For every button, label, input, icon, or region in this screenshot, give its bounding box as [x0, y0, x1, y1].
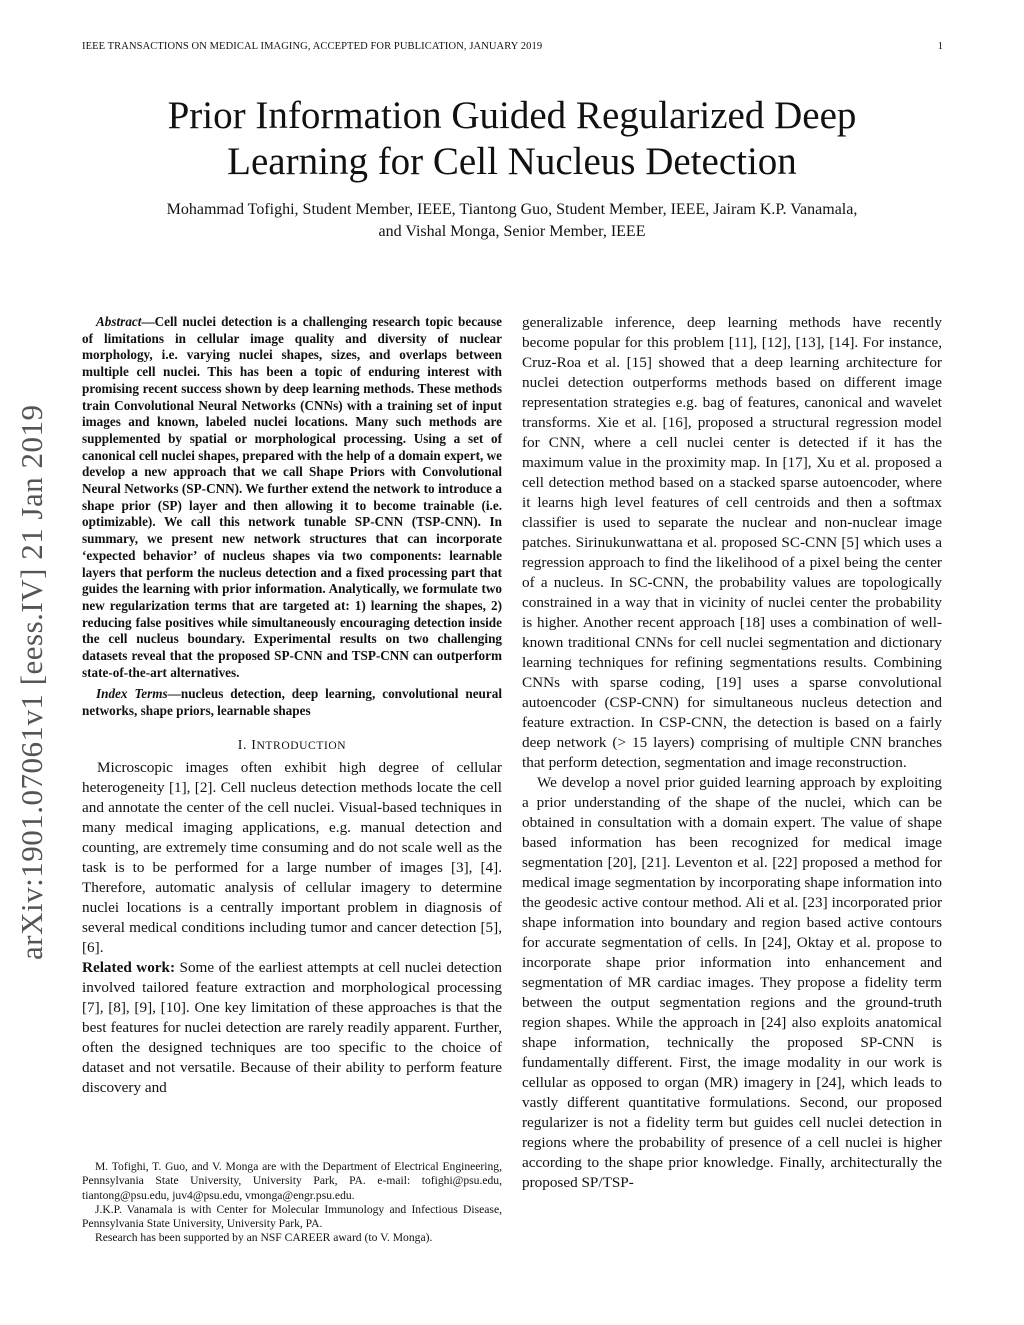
authors-line-2: and Vishal Monga, Senior Member, IEEE	[378, 223, 646, 240]
paper-title	[0, 93, 1024, 185]
section-heading-introduction	[82, 738, 502, 754]
related-work-text: Some of the earliest attempts at cell nuclei detection involved tailored feature extraction and morphological processing [7], [8], [9], [10]. One key limitation of these approaches is that the best features for nuclei detection are rarely readily apparent. Further, often the designed techniques are too specific to the choice of dataset and not versatile. Because of their ability to perform feature discovery and	[82, 958, 502, 1096]
arxiv-stamp: arXiv:1901.07061v1 [eess.IV] 21 Jan 2019	[14, 404, 49, 960]
title-line-1: Prior Information Guided Regularized Deep	[167, 94, 857, 137]
intro-paragraph-1: Microscopic images often exhibit high degree of cellular heterogeneity [1], [2]. Cell nucleus detection methods locate the cell and annotate the center of the cell nuclei. Visual-based techniques in many medical imaging applications, e.g. manual detection and counting, are extremely time consuming and do not scale well as the task is to be performed for a large number of images [3], [4]. Therefore, automatic analysis of cellular imagery to determine nuclei locations is a centrally important problem in diagnosis of several medical conditions including tumor and cancer detection [5], [6].	[82, 758, 502, 956]
section-title-rest: NTRODUCTION	[256, 739, 347, 752]
abstract-label: Abstract	[96, 314, 142, 329]
right-column	[522, 313, 942, 1193]
footnote-funding: Research has been supported by an NSF CAREER award (to V. Monga).	[95, 1231, 433, 1245]
footnote-affiliation-1: M. Tofighi, T. Guo, and V. Monga are with the Department of Electrical Engineering, Pennsylvania State University, University Park, PA. e-mail: tofighi@psu.edu, tiantong@psu.edu, juv4@psu.edu, vmonga@engr.psu.edu.	[82, 1160, 502, 1202]
related-work-label: Related work:	[82, 958, 176, 976]
author-list	[60, 199, 964, 243]
footnote-affiliation-2: J.K.P. Vanamala is with Center for Molecular Immunology and Infectious Disease, Pennsylvania State University, University Park, PA.	[82, 1202, 502, 1231]
index-terms-text: —nucleus detection, deep learning, convolutional neural networks, shape priors, learnable shapes	[82, 686, 502, 719]
right-paragraph-2: We develop a novel prior guided learning approach by exploiting a prior understanding of the shape of the nuclei, which can be obtained in consultation with a domain expert. The value of shape based information has been recognized for medical image segmentation [20], [21]. Leventon et al. [22] proposed a method for medical image segmentation by incorporating shape information into the geodesic active contour method. Ali et al. [23] incorporated prior shape information into boundary and region based active contours for accurate segmentation of cells. In [24], Oktay et al. propose to incorporate shape prior information into enhancement and segmentation of MR cardiac images. They propose a fidelity term between the output segmentation regions and the ground-truth region shapes. While the approach in [24] also exploits anatomical shape information, technically the proposed SP-CNN is fundamentally different. First, the image modality in our work is cellular as opposed to organ (MR) imagery in [24], which leads to vastly different quantitative formulations. Second, our proposed regularizer is not a fidelity term but guides cell nuclei detection in regions where the probability of presence of a cell nuclei is higher according to the shape prior knowledge. Finally, architecturally the proposed SP/TSP-	[522, 774, 942, 1191]
index-terms-label: Index Terms	[96, 686, 168, 702]
abstract	[82, 314, 502, 681]
index-terms	[82, 686, 502, 719]
authors-line-1: Mohammad Tofighi, Student Member, IEEE, Tiantong Guo, Student Member, IEEE, Jairam K.P. Vanamala,	[166, 201, 858, 218]
left-column	[82, 314, 502, 1098]
section-title-first: I	[251, 737, 257, 753]
section-number: I.	[237, 737, 252, 753]
page-number: 1	[937, 41, 943, 52]
intro-paragraph-2	[82, 958, 502, 1098]
right-paragraph-1: generalizable inference, deep learning methods have recently become popular for this problem [11], [12], [13], [14]. For instance, Cruz-Roa et al. [15] showed that a deep learning architecture for nuclei detection outperforms methods based on different image representation strategies e.g. bag of features, canonical and wavelet transforms. Xie et al. [16], proposed a structural regression model for CNN, where a cell nuclei center is detected if it has the maximum value in the proximity map. In [17], Xu et al. proposed a cell detection method based on a stacked sparse autoencoder, where it learns high level features of cell centroids and then a softmax classifier is used to separate the nuclear and non-nuclear image patches. Sirinukunwattana et al. proposed SC-CNN [5] which uses a regression approach to find the likelihood of a pixel being the center of a nucleus. In SC-CNN, the probability values are topologically constrained in a way that in vicinity of nuclei center the probability is higher. Another recent approach [18] uses a combination of well-known traditional CNNs for cell nuclei segmentation and dictionary learning techniques for refining segmentations results. Combining CNNs with sparse coding, [19] uses a sparse convolutional autoencoder (CSP-CNN) for simultaneous nucleus detection and feature extraction. In CSP-CNN, the detection is based on a fairly deep network (> 15 layers) comprising of multiple CNN branches that perform detection, segmentation and image reconstruction.	[522, 314, 942, 771]
running-head: IEEE TRANSACTIONS ON MEDICAL IMAGING, ACCEPTED FOR PUBLICATION, JANUARY 2019	[82, 41, 543, 52]
title-line-2: Learning for Cell Nucleus Detection	[227, 140, 797, 183]
abstract-text: —Cell nuclei detection is a challenging research topic because of limitations in cellular image quality and diversity of nuclear morphology, i.e. varying nuclei shapes, sizes, and overlaps between multiple cell nuclei. This has been a topic of enduring interest with promising recent success shown by deep learning methods. These methods train Convolutional Neural Networks (CNNs) with a training set of input images and known, labeled nuclei locations. Many such methods are supplemented by spatial or morphological processing. Using a set of canonical cell nuclei shapes, prepared with the help of a domain expert, we develop a new approach that we call Shape Priors with Convolutional Neural Networks (SP-CNN). We further extend the network to introduce a shape prior (SP) layer and then allowing it to become trainable (i.e. optimizable). We call this network tunable SP-CNN (TSP-CNN). In summary, we present new network structures that can incorporate ‘expected behavior’ of nucleus shapes via two components: learnable layers that perform the nucleus detection and a fixed processing part that guides the learning with prior information. Analytically, we formulate two new regularization terms that are targeted at: 1) learning the shapes, 2) reducing false positives while simultaneously encouraging detection inside the cell nucleus boundary. Experimental results on two challenging datasets reveal that the proposed SP-CNN and TSP-CNN can outperform state-of-the-art alternatives.	[82, 314, 502, 680]
footnotes	[82, 1160, 502, 1246]
